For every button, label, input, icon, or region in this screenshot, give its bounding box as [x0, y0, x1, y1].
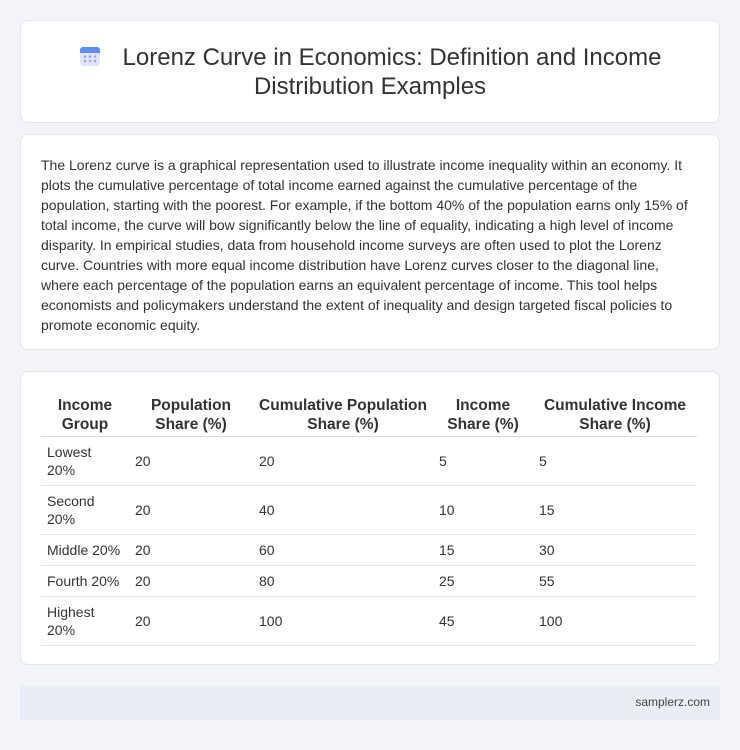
calendar-icon — [79, 45, 101, 67]
table-row — [41, 535, 697, 566]
intro-card — [20, 134, 720, 350]
cell-income-group: Lowest 20% — [41, 437, 129, 486]
table-row — [41, 486, 697, 535]
footer — [20, 686, 720, 720]
page-title-text: Lorenz Curve in Economics: Definition and Income Distribution Examples — [122, 44, 662, 100]
cell-cumulative-income-share: 100 — [533, 597, 697, 646]
header-cumulative-population-share: Cumulative Population Share (%) — [253, 396, 433, 437]
cell-income-share: 45 — [433, 597, 533, 646]
cell-cumulative-income-share: 15 — [533, 486, 697, 535]
cell-cumulative-income-share: 30 — [533, 535, 697, 566]
cell-income-group: Highest 20% — [41, 597, 129, 646]
cell-income-group: Middle 20% — [41, 535, 129, 566]
cell-cumulative-population-share: 20 — [253, 437, 433, 486]
table-row — [41, 597, 697, 646]
income-table — [41, 396, 697, 646]
title-card — [20, 20, 720, 123]
header-population-share: Population Share (%) — [129, 396, 253, 437]
cell-income-share: 5 — [433, 437, 533, 486]
cell-population-share: 20 — [129, 535, 253, 566]
table-row — [41, 566, 697, 597]
page-title — [21, 43, 719, 101]
cell-cumulative-population-share: 40 — [253, 486, 433, 535]
cell-cumulative-income-share: 5 — [533, 437, 697, 486]
cell-population-share: 20 — [129, 486, 253, 535]
cell-cumulative-population-share: 80 — [253, 566, 433, 597]
cell-cumulative-population-share: 60 — [253, 535, 433, 566]
cell-population-share: 20 — [129, 437, 253, 486]
header-cumulative-income-share: Cumulative Income Share (%) — [533, 396, 697, 437]
intro-paragraph: The Lorenz curve is a graphical representation used to illustrate income inequality within an economy. It plots the cumulative percentage of total income earned against the cumulative percentage of the population, starting with the poorest. For example, if the bottom 40% of the population earns only 15% of total income, the curve will bow significantly below the line of equality, indicating a high level of income disparity. In empirical studies, data from household income surveys are often used to plot the Lorenz curve. Countries with more equal income distribution have Lorenz curves closer to the diagonal line, where each percentage of the population earns an equivalent percentage of income. This tool helps economists and policymakers understand the extent of inequality and design targeted fiscal policies to promote economic equity. — [41, 157, 688, 333]
cell-income-share: 25 — [433, 566, 533, 597]
table-header-row — [41, 396, 697, 437]
cell-cumulative-population-share: 100 — [253, 597, 433, 646]
cell-income-share: 15 — [433, 535, 533, 566]
table-card — [20, 371, 720, 665]
cell-cumulative-income-share: 55 — [533, 566, 697, 597]
cell-population-share: 20 — [129, 597, 253, 646]
cell-income-group: Fourth 20% — [41, 566, 129, 597]
cell-income-share: 10 — [433, 486, 533, 535]
footer-site-link[interactable]: samplerz.com — [635, 695, 710, 709]
cell-population-share: 20 — [129, 566, 253, 597]
cell-income-group: Second 20% — [41, 486, 129, 535]
header-income-share: Income Share (%) — [433, 396, 533, 437]
header-income-group: Income Group — [41, 396, 129, 437]
table-row — [41, 437, 697, 486]
